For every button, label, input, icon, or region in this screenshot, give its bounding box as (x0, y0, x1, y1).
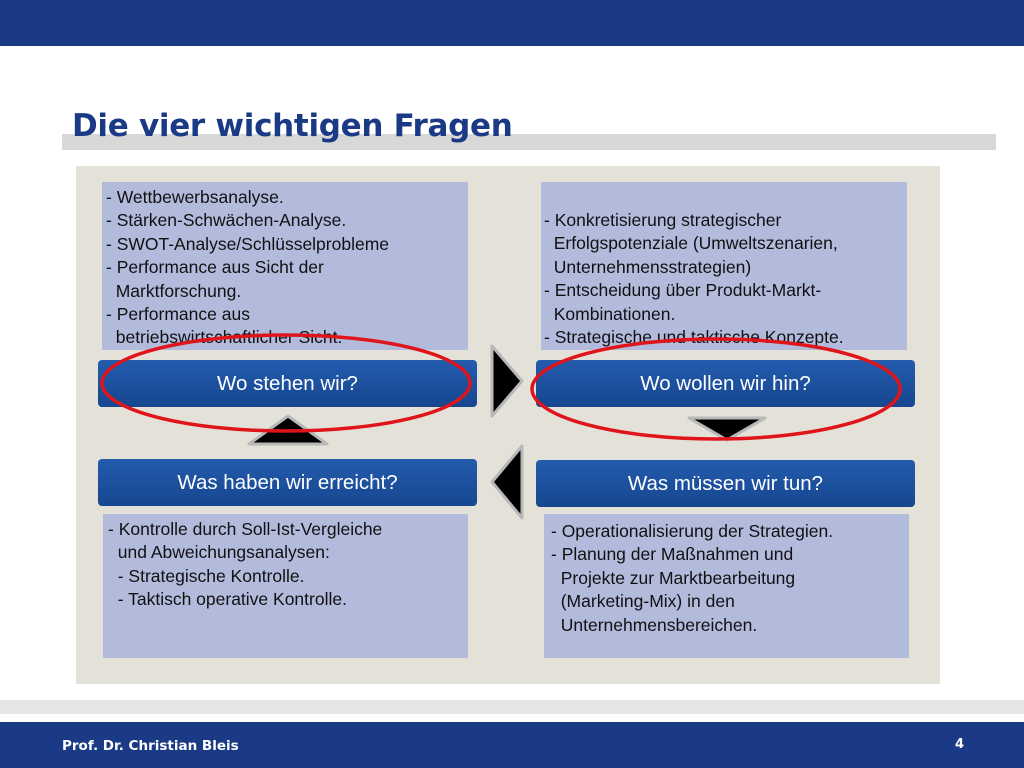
text-line: - Stärken-Schwächen-Analyse. (106, 210, 347, 231)
question-banner-bottom-left: Was haben wir erreicht? (98, 459, 477, 506)
text-line: - Strategische und taktische Konzepte. (544, 327, 844, 348)
text-line: - Konkretisierung strategischer (544, 210, 782, 230)
text-line: - Wettbewerbsanalyse. (106, 187, 284, 207)
slide-title: Die vier wichtigen Fragen (72, 108, 513, 144)
textbox-bottom-left (103, 514, 468, 658)
text-line: - Performance aus Sicht der (106, 257, 324, 278)
footer-rule (0, 700, 1024, 714)
question-banner-top-left: Wo stehen wir? (98, 360, 477, 407)
text-line: Unternehmensbereichen. (551, 614, 758, 635)
textbox-top-left (102, 182, 468, 350)
text-line: - Planung der Maßnahmen und (551, 544, 794, 565)
textbox-bottom-right (544, 514, 909, 658)
textbox-top-right (541, 182, 907, 350)
text-line: Erfolgspotenziale (Umweltszenarien, (544, 233, 838, 254)
text-line: - Operationalisierung der Strategien. (551, 521, 834, 541)
text-line: - Entscheidung über Produkt-Markt- (544, 280, 822, 301)
text-line: betriebswirtschaftlicher Sicht. (106, 327, 343, 348)
text-line: - Taktisch operative Kontrolle. (108, 589, 347, 610)
question-banner-top-right: Wo wollen wir hin? (536, 360, 915, 407)
header-bar (0, 0, 1024, 46)
text-line: Unternehmensstrategien) (544, 256, 752, 277)
text-line: - Strategische Kontrolle. (108, 565, 305, 586)
text-line: Marktforschung. (106, 280, 242, 301)
page-number: 4 (955, 737, 965, 752)
text-line: und Abweichungsanalysen: (108, 542, 330, 563)
text-line: Kombinationen. (544, 303, 676, 324)
text-line: - Kontrolle durch Soll-Ist-Vergleiche (108, 519, 383, 539)
question-banner-bottom-right: Was müssen wir tun? (536, 460, 915, 507)
text-line: - SWOT-Analyse/Schlüsselprobleme (106, 233, 390, 254)
footer-author: Prof. Dr. Christian Bleis (62, 738, 239, 754)
text-line: (Marketing-Mix) in den (551, 591, 735, 612)
text-line: - Performance aus (106, 304, 250, 325)
text-line: Projekte zur Marktbearbeitung (551, 567, 796, 588)
